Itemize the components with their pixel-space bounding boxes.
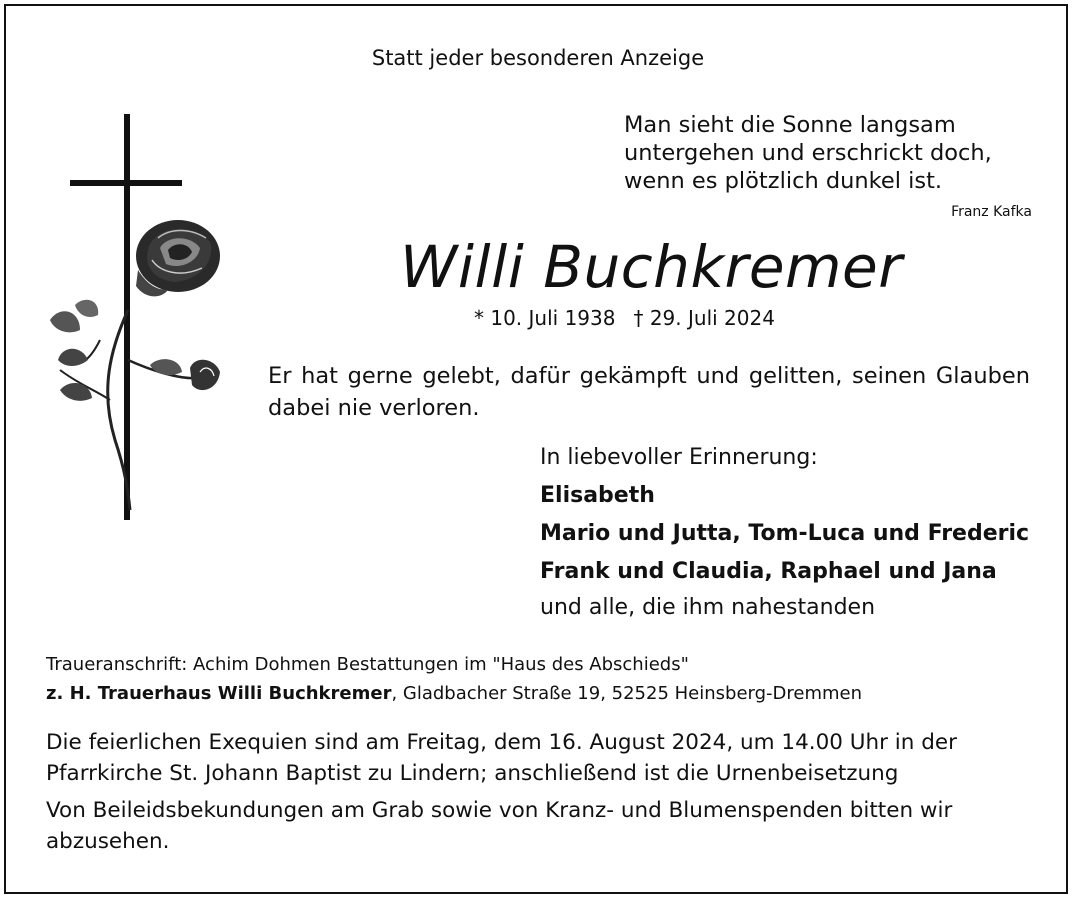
- mourners-closing: und alle, die ihm nahestanden: [540, 595, 876, 620]
- motto-text: Er hat gerne gelebt, dafür gekämpft und gelitten, seinen Glauben dabei nie verloren.: [268, 363, 1030, 421]
- deceased-name: Willi Buchkremer: [400, 233, 903, 301]
- condolence-request: Von Beileidsbekundungen am Grab sowie von Kranz- und Blumenspenden bitten wir abzusehen.: [46, 798, 953, 854]
- death-date: † 29. Juli 2024: [633, 306, 775, 330]
- mourning-house-name: z. H. Trauerhaus Willi Buchkremer: [46, 683, 392, 704]
- kafka-quote: [624, 111, 1054, 195]
- life-dates: [474, 306, 793, 330]
- cross-with-rose-icon: [40, 110, 270, 530]
- mourning-address: Traueranschrift: Achim Dohmen Bestattungen im "Haus des Abschieds": [46, 654, 689, 675]
- notice-header: Statt jeder besonderen Anzeige: [371, 46, 705, 70]
- birth-date: * 10. Juli 1938: [474, 306, 616, 330]
- quote-line: wenn es plötzlich dunkel ist.: [624, 168, 943, 194]
- service-details: Die feierlichen Exequien sind am Freitag, dem 16. August 2024, um 14.00 Uhr in der Pfarrkirche St. Johann Baptist zu Lindern; anschließend ist die Urnenbeisetzung: [46, 730, 957, 786]
- mourner-name: Mario und Jutta, Tom-Luca und Frederic: [540, 521, 1030, 546]
- quote-line: Man sieht die Sonne langsam: [624, 112, 956, 138]
- mourner-name: Frank und Claudia, Raphael und Jana: [540, 559, 997, 584]
- street-address: , Gladbacher Straße 19, 52525 Heinsberg-Dremmen: [391, 683, 863, 704]
- quote-line: untergehen und erschrickt doch,: [624, 140, 992, 166]
- quote-author: Franz Kafka: [951, 204, 1032, 220]
- mourners-intro: In liebevoller Erinnerung:: [540, 445, 818, 470]
- mourning-house-address: [46, 683, 862, 704]
- mourner-name: Elisabeth: [540, 483, 655, 508]
